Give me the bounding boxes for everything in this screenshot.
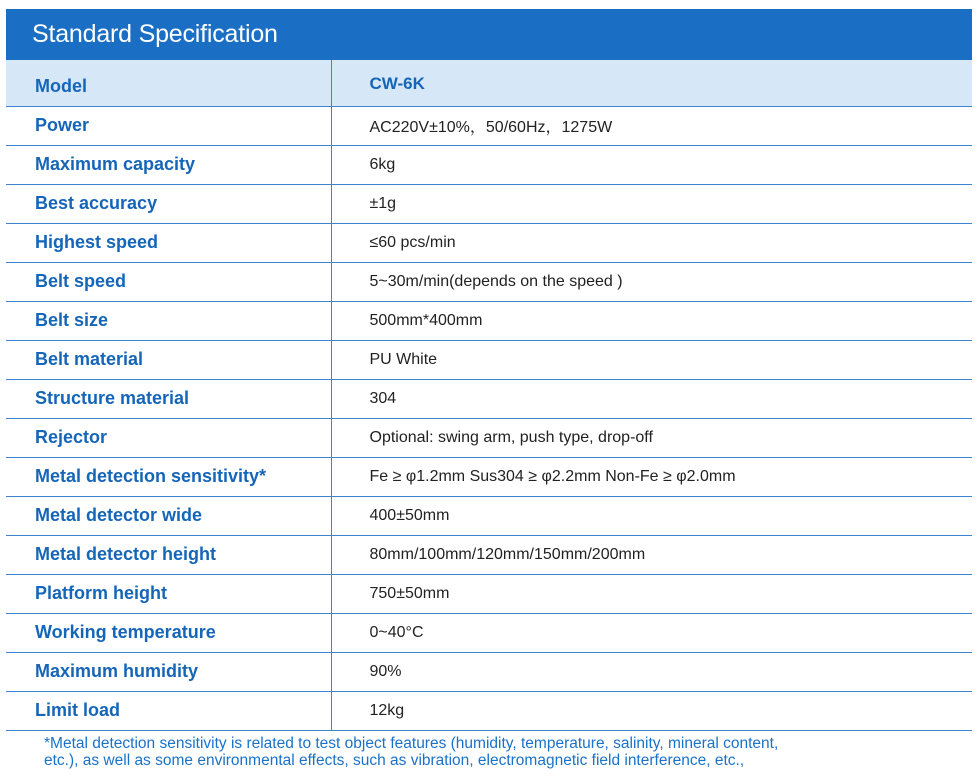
row-label: Model	[6, 60, 331, 106]
spec-header-bar	[6, 9, 972, 60]
table-row	[6, 145, 972, 184]
table-row	[6, 574, 972, 613]
row-label: Metal detector height	[6, 535, 331, 574]
table-row	[6, 60, 972, 106]
table-row	[6, 223, 972, 262]
row-label: Metal detection sensitivity*	[6, 457, 331, 496]
row-label: Belt material	[6, 340, 331, 379]
row-label: Power	[6, 106, 331, 145]
row-label: Maximum capacity	[6, 145, 331, 184]
row-value: ≤60 pcs/min	[331, 223, 972, 262]
row-value: PU White	[331, 340, 972, 379]
table-row	[6, 613, 972, 652]
row-value: 500mm*400mm	[331, 301, 972, 340]
row-value: 12kg	[331, 691, 972, 730]
table-row	[6, 496, 972, 535]
row-label: Rejector	[6, 418, 331, 457]
row-value: 5~30m/min(depends on the speed )	[331, 262, 972, 301]
row-value: 80mm/100mm/120mm/150mm/200mm	[331, 535, 972, 574]
footnote-line: etc.), as well as some environmental effects, such as vibration, electromagnetic field interference, etc.,	[44, 752, 745, 769]
row-label: Limit load	[6, 691, 331, 730]
table-row	[6, 457, 972, 496]
footnote	[44, 735, 964, 769]
spec-table	[6, 60, 972, 731]
row-value: 0~40°C	[331, 613, 972, 652]
row-value: AC220V±10%，50/60Hz，1275W	[331, 106, 972, 145]
table-row	[6, 535, 972, 574]
row-label: Metal detector wide	[6, 496, 331, 535]
row-value: 90%	[331, 652, 972, 691]
row-value: 304	[331, 379, 972, 418]
table-row	[6, 301, 972, 340]
table-row	[6, 262, 972, 301]
row-value: CW-6K	[331, 60, 972, 106]
row-label: Highest speed	[6, 223, 331, 262]
table-row	[6, 340, 972, 379]
row-label: Maximum humidity	[6, 652, 331, 691]
row-value: Fe ≥ φ1.2mm Sus304 ≥ φ2.2mm Non-Fe ≥ φ2.0mm	[331, 457, 972, 496]
table-row	[6, 691, 972, 730]
table-row	[6, 418, 972, 457]
row-label: Structure material	[6, 379, 331, 418]
row-value: ±1g	[331, 184, 972, 223]
row-label: Working temperature	[6, 613, 331, 652]
row-value: 750±50mm	[331, 574, 972, 613]
row-label: Best accuracy	[6, 184, 331, 223]
table-row	[6, 106, 972, 145]
row-label: Platform height	[6, 574, 331, 613]
row-value: 6kg	[331, 145, 972, 184]
row-label: Belt size	[6, 301, 331, 340]
row-value: Optional: swing arm, push type, drop-off	[331, 418, 972, 457]
row-value: 400±50mm	[331, 496, 972, 535]
table-row	[6, 379, 972, 418]
footnote-line: *Metal detection sensitivity is related to test object features (humidity, temperature, salinity, mineral content,	[44, 735, 779, 752]
page-title: Standard Specification	[32, 20, 278, 48]
table-row	[6, 184, 972, 223]
row-label: Belt speed	[6, 262, 331, 301]
table-row	[6, 652, 972, 691]
